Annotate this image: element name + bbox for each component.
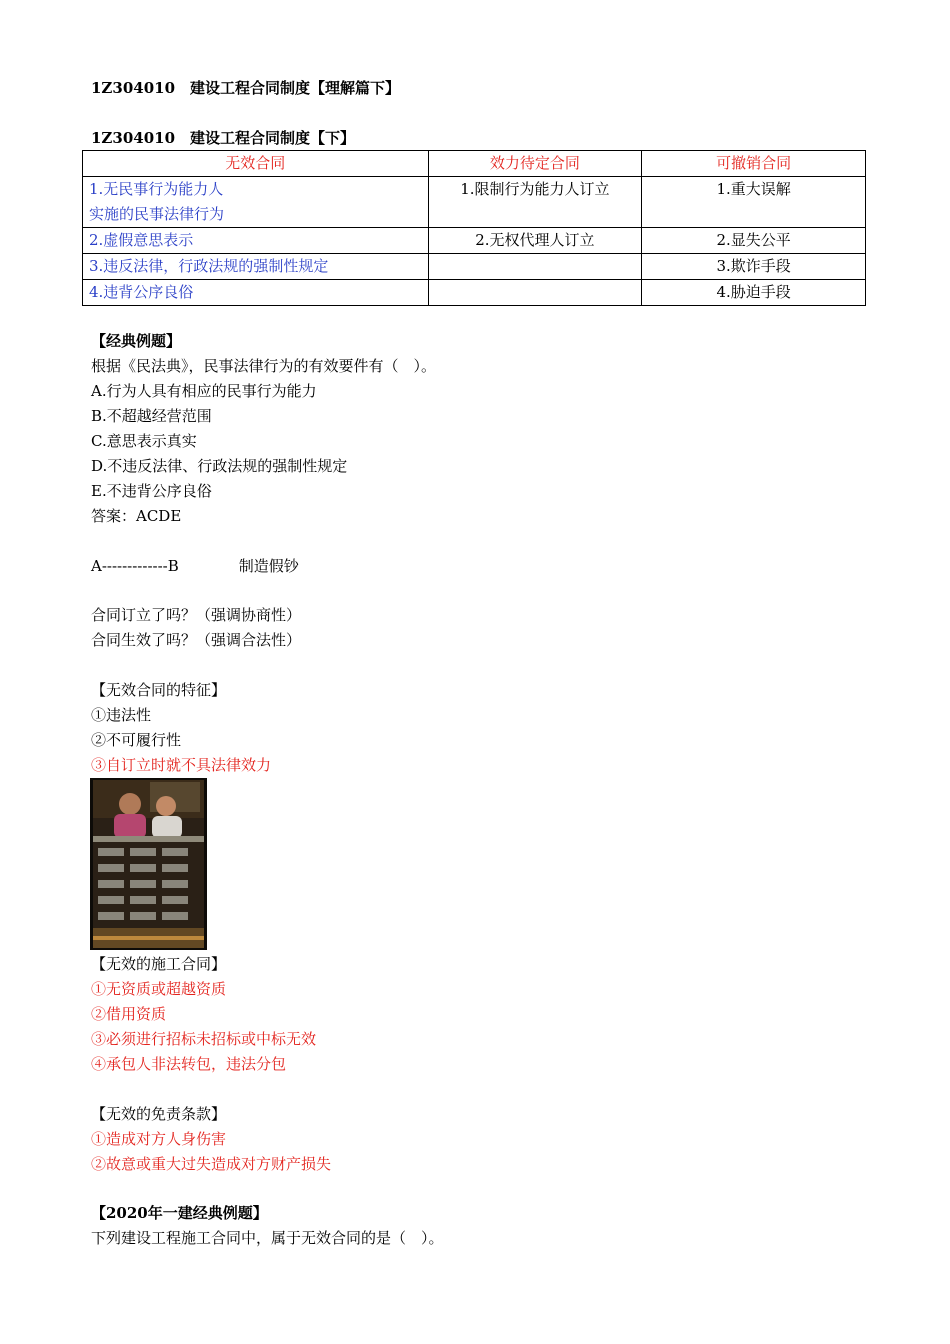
- option-d: D.不违反法律、行政法规的强制性规定: [91, 457, 348, 475]
- construction-item: ②借用资质: [91, 1005, 167, 1023]
- construction-item: ①无资质或超越资质: [91, 980, 227, 998]
- feature-item: ①违法性: [91, 706, 152, 724]
- construction-title: 【无效的施工合同】: [91, 955, 227, 973]
- table-cell: 4.违背公序良俗: [83, 280, 429, 306]
- table-cell: 3.违反法律，行政法规的强制性规定: [83, 254, 429, 280]
- example-2020-question: 下列建设工程施工合同中，属于无效合同的是（ ）。: [91, 1229, 444, 1247]
- example-question: 根据《民法典》，民事法律行为的有效要件有（ ）。: [91, 357, 437, 375]
- table-header-row: [83, 151, 866, 177]
- table-cell: 1.重大误解: [642, 177, 866, 228]
- exemption-item: ②故意或重大过失造成对方财产损失: [91, 1155, 332, 1173]
- option-a: A.行为人具有相应的民事行为能力: [91, 382, 317, 400]
- example-title: 【经典例题】: [91, 332, 182, 350]
- question-effective: 合同生效了吗？（强调合法性）: [91, 631, 302, 649]
- table-cell: 3.欺诈手段: [642, 254, 866, 280]
- exemption-title: 【无效的免责条款】: [91, 1105, 227, 1123]
- option-b: B.不超越经营范围: [91, 407, 212, 425]
- table-cell: 2.虚假意思表示: [83, 228, 429, 254]
- table-row: [83, 280, 866, 306]
- table-cell: 2.无权代理人订立: [428, 228, 642, 254]
- contract-comparison-table: [82, 150, 866, 306]
- photo-illustration: [90, 778, 207, 950]
- table-row: [83, 228, 866, 254]
- table-cell: [83, 177, 429, 228]
- feature-item: ③自订立时就不具法律效力: [91, 756, 272, 774]
- table-cell: [428, 254, 642, 280]
- cell-line: 1.无民事行为能力人: [89, 180, 224, 198]
- table-cell: 2.显失公平: [642, 228, 866, 254]
- section-heading-lower: 1Z304010 建设工程合同制度【下】: [91, 129, 356, 147]
- counterfeit-money-photo: [90, 778, 207, 950]
- example-answer: 答案：ACDE: [91, 507, 182, 525]
- header-voidable-contract: 可撤销合同: [642, 151, 866, 177]
- table-cell: [428, 280, 642, 306]
- table-cell: 4.胁迫手段: [642, 280, 866, 306]
- option-c: C.意思表示真实: [91, 432, 197, 450]
- example-2020-title: 【2020年一建经典例题】: [91, 1204, 268, 1222]
- table-row: [83, 254, 866, 280]
- feature-item: ②不可履行性: [91, 731, 182, 749]
- table-cell: 1.限制行为能力人订立: [428, 177, 642, 228]
- construction-item: ④承包人非法转包，违法分包: [91, 1055, 287, 1073]
- diagram-line: A-------------B 制造假钞: [91, 557, 299, 575]
- exemption-item: ①造成对方人身伤害: [91, 1130, 227, 1148]
- section-heading-understanding: 1Z304010 建设工程合同制度【理解篇下】: [91, 79, 401, 97]
- table-row: [83, 177, 866, 228]
- construction-item: ③必须进行招标未招标或中标无效: [91, 1030, 317, 1048]
- features-title: 【无效合同的特征】: [91, 681, 227, 699]
- cell-line: 实施的民事法律行为: [89, 205, 225, 223]
- header-invalid-contract: 无效合同: [83, 151, 429, 177]
- header-pending-contract: 效力待定合同: [428, 151, 642, 177]
- option-e: E.不违背公序良俗: [91, 482, 212, 500]
- question-formed: 合同订立了吗？（强调协商性）: [91, 606, 302, 624]
